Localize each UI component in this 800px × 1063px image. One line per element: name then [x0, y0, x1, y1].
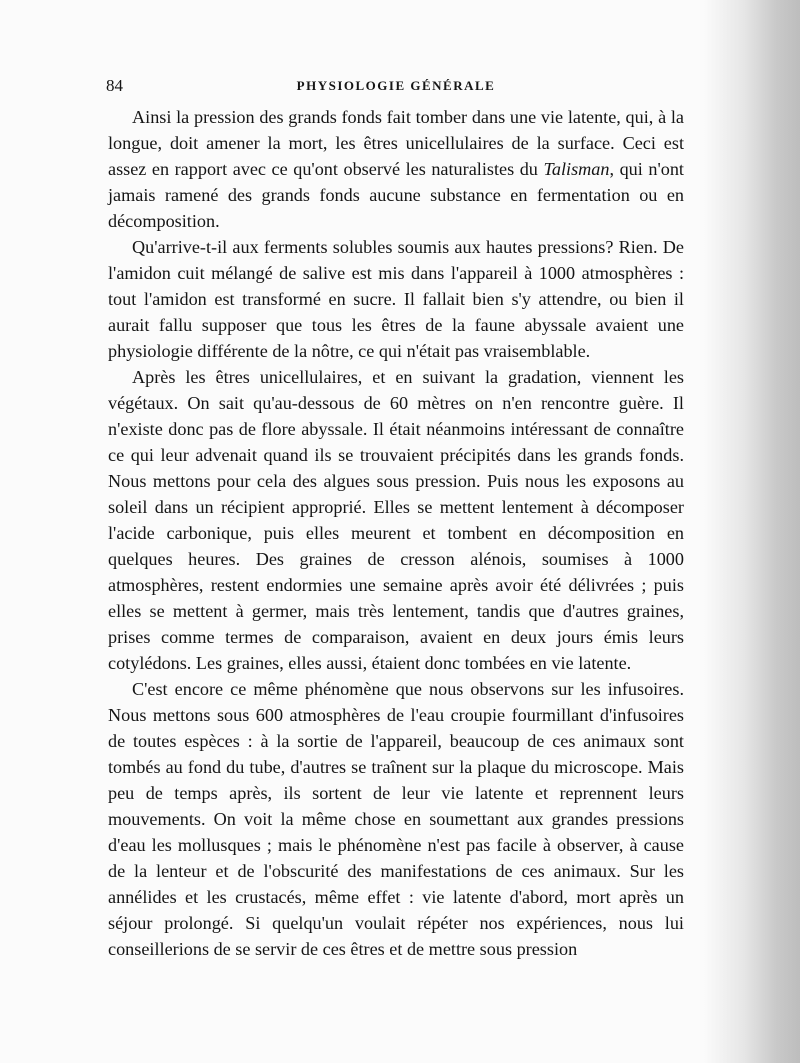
running-title: PHYSIOLOGIE GÉNÉRALE — [296, 78, 496, 93]
page-header — [106, 74, 686, 100]
paragraph-1-text-start: Ainsi la pression des grands fonds fait tomber dans une vie latente, qui, à la longue, doit amener la mort, les êtres unicellulaires de la surface. Ceci est assez en rapport avec ce qu'ont observé les naturalistes du — [108, 107, 684, 179]
paragraph-pressure-unicellular — [108, 104, 684, 234]
paragraph-infusoria: C'est encore ce même phénomène que nous observons sur les infusoires. Nous mettons sous 600 atmosphères de l'eau croupie fourmillant d'infusoires de toutes espèces : à la sortie de l'appareil, beaucoup de ces animaux sont tombés au fond du tube, d'autres se traînent sur la plaque du microscope. Mais peu de temps après, ils sortent de leur vie latente et reprennent leurs mouvements. On voit la même chose en soumettant aux grandes pressions d'eau les mollusques ; mais le phénomène n'est pas facile à observer, à cause de la lenteur et de l'obscurité des manifestations de ces animaux. Sur les annélides et les crustacés, même effet : vie latente d'abord, mort après un séjour prolongé. Si quelqu'un voulait répéter nos expériences, nous lui conseillerions de se servir de ces êtres et de mettre sous pression — [108, 679, 684, 959]
paragraph-1-text-end: , qui n'ont jamais ramené des grands fonds aucune substance en fermentation ou en décomposition. — [108, 159, 684, 231]
body-text — [108, 104, 684, 962]
paragraph-vegetables: Après les êtres unicellulaires, et en suivant la gradation, viennent les végétaux. On sait qu'au-dessous de 60 mètres on n'en rencontre guère. Il n'existe donc pas de flore abyssale. Il était néanmoins intéressant de connaître ce qui leur advenait quand ils se trouvaient précipités dans les grands fonds. Nous mettons pour cela des algues sous pression. Puis nous les exposons au soleil dans un récipient approprié. Elles se mettent lentement à décomposer l'acide carbonique, puis elles meurent et tombent en décomposition en quelques heures. Des graines de cresson alénois, soumises à 1000 atmosphères, restent endormies une semaine après avoir été délivrées ; puis elles se mettent à germer, mais très lentement, tandis que d'autres graines, prises comme termes de comparaison, avaient en deux jours émis leurs cotylédons. Les graines, elles aussi, étaient donc tombées en vie latente. — [108, 367, 684, 673]
ship-name-talisman: Talisman — [543, 159, 610, 179]
paragraph-soluble-ferments: Qu'arrive-t-il aux ferments solubles soumis aux hautes pressions? Rien. De l'amidon cuit mélangé de salive est mis dans l'appareil à 1000 atmosphères : tout l'amidon est transformé en sucre. Il fallait bien s'y attendre, ou bien il aurait fallu supposer que tous les êtres de la faune abyssale avaient une physiologie différente de la nôtre, ce qui n'était pas vraisemblable. — [108, 237, 684, 361]
page-number: 84 — [106, 76, 123, 95]
